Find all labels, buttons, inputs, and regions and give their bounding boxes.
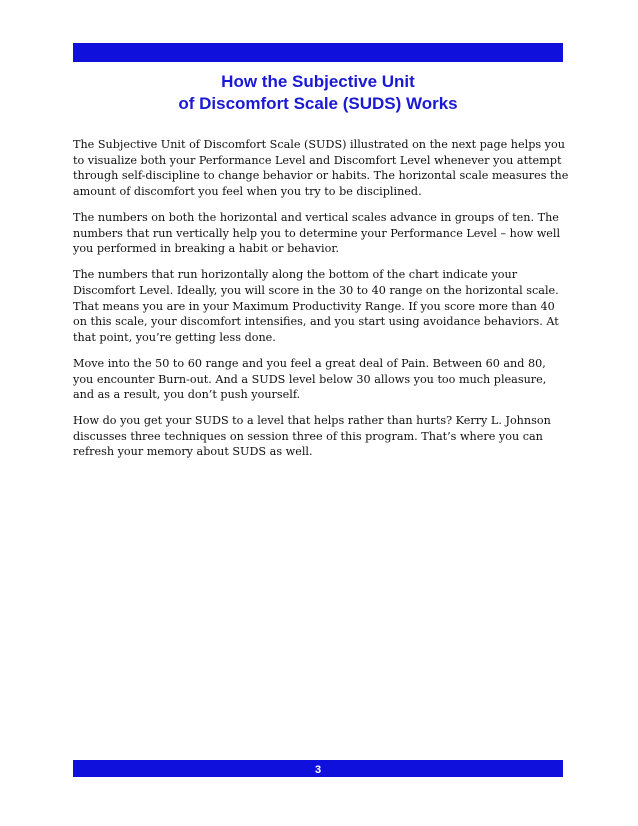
header-bar (73, 43, 563, 62)
paragraph-scales: The numbers on both the horizontal and vertical scales advance in groups of ten. The numbers that run vertically help you to determine your Performance Level – how well you performed in breaking a habit or behavior. (73, 210, 561, 256)
page-title (73, 71, 563, 115)
paragraph-pain-burnout: Move into the 50 to 60 range and you feel a great deal of Pain. Between 60 and 80, you encounter Burn-out. And a SUDS level below 30 allows you too much pleasure, and as a result, you don’t push yourself. (73, 356, 547, 402)
footer-bar (73, 760, 563, 777)
page-number: 3 (314, 764, 322, 776)
body-text (73, 137, 569, 471)
page-title-line-2: of Discomfort Scale (SUDS) Works (178, 94, 458, 113)
page-title-line-1: How the Subjective Unit (221, 72, 415, 91)
paragraph-techniques: How do you get your SUDS to a level that helps rather than hurts? Kerry L. Johnson discusses three techniques on session three of this program. That’s where you can refresh your memory about SUDS as well. (73, 414, 551, 459)
paragraph-discomfort-level: The numbers that run horizontally along the bottom of the chart indicate your Discomfort Level. Ideally, you will score in the 30 to 40 range on the horizontal scale. That means you are in your Maximum Productivity Range. If you score more than 40 on this scale, your discomfort intensifies, and you start using avoidance behaviors. At that point, you’re getting less done. (73, 268, 559, 344)
paragraph-intro: The Subjective Unit of Discomfort Scale (SUDS) illustrated on the next page helps you to visualize both your Performance Level and Discomfort Level whenever you attempt through self-discipline to change behavior or habits. The horizontal scale measures the amount of discomfort you feel when you try to be disciplined. (73, 138, 569, 198)
